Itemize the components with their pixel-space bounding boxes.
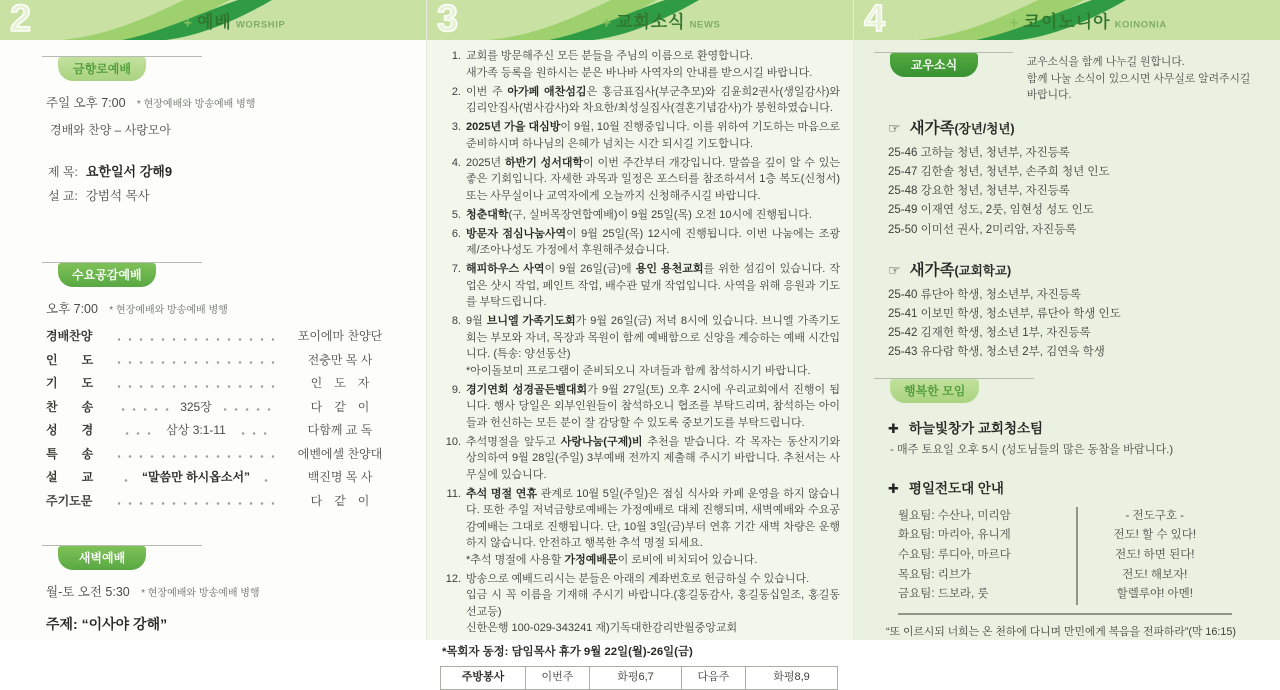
page-title-ko: 교회소식 <box>615 12 686 32</box>
section-member-news <box>874 52 1013 77</box>
newfamily-entry: 25-50 이미선 권사, 2미리암, 자진등록 <box>888 223 1077 236</box>
news-item-text: 9월 브니엘 가족기도회가 9월 26일(금) 저녁 8시에 있습니다. 브니엘 가족기도회는 부모와 자녀, 목장과 목원이 함께 예배함으로 신앙을 계승하는 예배 시간입니다. (특송: 양선동산) *아이돌보미 프로그램이 준비되오니 자녀들과 함께 참석하시기 바랍니다. <box>466 315 840 377</box>
dotted-leader <box>118 502 274 505</box>
newfamily-entry: 25-43 유다람 학생, 청소년 2부, 김연욱 학생 <box>888 345 1105 358</box>
slogan-line: 할렐루야! 아멘! <box>1116 588 1193 601</box>
order-label: 설 교 <box>46 470 94 485</box>
news-item-text: 추석명절을 앞두고 사랑나눔(구제)비 추천을 받습니다. 각 목자는 동산지기와 상의하여 9월 28일(주일) 3부예배 전까지 제출해 주시기 바랍니다. 추천서는 사무실에 있습니다. <box>466 435 840 481</box>
dotted-leader <box>118 479 134 482</box>
sermon-title: 요한일서 강해9 <box>85 164 173 179</box>
news-item-number: 6. <box>451 227 461 240</box>
page-worship <box>0 0 426 640</box>
newfamily-entry: 25-40 류단아 학생, 청소년부, 자진등록 <box>888 288 1081 301</box>
section-geumhyangno <box>42 56 202 81</box>
order-value: 인 도 자 <box>310 376 370 391</box>
pointing-hand-icon: ☞ <box>888 261 901 278</box>
news-item-text: 방송으로 예배드리시는 분들은 아래의 계좌번호로 헌금하실 수 있습니다. 입금 시 꼭 이름을 기재해 주시기 바랍니다.(홍길동감사, 홍길동십일조, 홍길동선교등) 신한은행 100-029-343241 재)기독대한감리반월중앙교회 <box>466 572 840 634</box>
page-title <box>183 8 285 33</box>
service-time-line <box>46 93 400 111</box>
news-item <box>440 84 840 117</box>
order-label: 기 도 <box>46 376 94 391</box>
sermon-title-row <box>48 160 400 185</box>
news-item <box>440 486 840 569</box>
order-center: 삼상 3:1-11 <box>166 423 226 438</box>
service-time: 주일 오후 7:00 <box>46 96 126 110</box>
plus-icon: + <box>602 14 611 32</box>
page-title-en: KOINONIA <box>1114 19 1167 31</box>
order-label: 특 송 <box>46 446 94 461</box>
page4-header <box>854 0 1280 40</box>
order-label: 인 도 <box>46 352 94 367</box>
newfamily-subtitle: (장년/청년) <box>954 122 1015 137</box>
duty-label: 주방봉사 <box>461 671 505 684</box>
sermon-info <box>48 160 400 208</box>
news-item <box>440 434 840 484</box>
news-item-text: 방문자 점심나눔사역이 9월 25일(목) 12시에 진행됩니다. 이번 나눔에는 조광제/조아나성도 가정에서 후원해주셨습니다. <box>466 227 840 256</box>
worship-order-row <box>46 351 398 375</box>
pastor-note: *목회자 동정: 담임목사 휴가 9월 22일(월)-26일(금) <box>442 645 693 658</box>
slogan-line: 전도! 해보자! <box>1122 568 1188 581</box>
page-title-en: WORSHIP <box>235 19 286 31</box>
order-label: 성 경 <box>46 423 94 438</box>
preacher-name: 강범석 목사 <box>85 188 150 203</box>
dawn-time-line <box>46 582 400 600</box>
news-item-number: 5. <box>451 208 461 221</box>
section-tab-geumhyangno: 금향로예배 <box>58 57 146 81</box>
dotted-leader <box>220 408 274 411</box>
page-title <box>602 8 720 33</box>
order-label: 주기도문 <box>46 493 93 508</box>
page-title <box>1010 8 1167 33</box>
cleaning-team-header <box>888 417 1262 437</box>
evangelism-teams <box>898 507 1078 605</box>
duty-next-week-value: 화평8,9 <box>745 667 837 689</box>
sermon-title-label: 제 목: <box>48 165 78 179</box>
page-title-en: NEWS <box>689 19 721 31</box>
page-koinonia <box>854 0 1280 640</box>
section-happy-meetings <box>874 378 1034 403</box>
page2-header <box>0 0 426 40</box>
news-item-number: 12. <box>445 572 461 585</box>
news-item-text: 청춘대학(구, 실버목장연합예배)이 9월 25일(목) 오전 10시에 진행됩니다. <box>466 208 812 221</box>
dotted-leader <box>118 385 274 388</box>
news-item-number: 7. <box>451 263 461 275</box>
newfamily-entry: 25-47 김한솔 청년, 청년부, 손주희 청년 인도 <box>888 166 1110 179</box>
section-tab-wednesday: 수요공감예배 <box>58 263 156 287</box>
newfamily-title: 새가족 <box>909 120 955 138</box>
worship-order-row <box>46 492 398 516</box>
dotted-leader <box>118 338 274 341</box>
praise-line: 경배와 찬양 – 사랑모아 <box>50 123 172 137</box>
pointing-hand-icon: ☞ <box>888 120 901 137</box>
slogan-title: - 전도구호 - <box>1125 509 1185 522</box>
worship-order <box>46 327 398 515</box>
dotted-leader <box>118 361 274 364</box>
cleaning-team-schedule: - 매주 토요일 오후 5시 (성도님들의 많은 동참을 바랍니다.) <box>890 443 1174 456</box>
evangelism-title: 평일전도대 안내 <box>908 480 1004 496</box>
newfamily-entry: 25-48 강요한 청년, 청년부, 자진등록 <box>888 185 1070 198</box>
evangelism-slogans <box>1078 507 1232 605</box>
news-list <box>440 48 840 637</box>
member-news-intro <box>1027 52 1262 104</box>
news-item-text: 경기연회 성경골든벨대회가 9월 27일(토) 오후 2시에 우리교회에서 진행이 됩니다. 행사 당일은 외부인원들이 참석하오니 협조를 부탁드리며, 참석하는 아이들과 헌신하는 모든 분이 잘 감당할 수 있도록 중보기도를 부탁드립니다. <box>466 383 840 429</box>
news-item <box>440 48 840 81</box>
dotted-leader <box>258 479 274 482</box>
intro-line: 교우소식을 함께 나누길 원합니다. <box>1026 56 1185 68</box>
news-item-text: 2025년 하반기 성서대학이 이번 주간부터 개강입니다. 말씀을 깊이 알 수 있는 좋은 기회입니다. 자세한 과목과 일정은 포스터를 참조하셔서 1층 복도(신청서) 또는 사무실이나 교역자에게 오늘까지 신청해주시길 바랍니다. <box>466 156 840 202</box>
team-line: 금요팀: 드보라, 룻 <box>898 588 989 601</box>
news-item <box>440 155 840 205</box>
order-center: “말씀만 하시옵소서” <box>141 470 251 485</box>
page-title-ko: 코이노니아 <box>1023 12 1111 32</box>
order-value: 포이에마 찬양단 <box>297 329 383 344</box>
page2-content <box>0 40 426 634</box>
team-line: 목요팀: 리브가 <box>898 568 972 581</box>
wednesday-note: * 현장예배와 방송예배 병행 <box>109 305 228 317</box>
page3-content <box>427 40 853 684</box>
news-item <box>440 207 840 224</box>
newfamily-entry: 25-49 이재연 성도, 2룻, 임현성 성도 인도 <box>888 204 1094 217</box>
newfamily-school-list <box>888 286 1262 362</box>
dawn-theme: 주제: “이사야 강해” <box>46 616 168 633</box>
order-value: 전충만 목 사 <box>307 352 373 367</box>
worship-order-row <box>46 421 398 445</box>
worship-order-row <box>46 398 398 422</box>
newfamily-adult-header <box>888 116 1262 138</box>
order-value: 백진명 목 사 <box>307 470 373 485</box>
slogan-line: 전도! 하면 된다! <box>1115 549 1195 561</box>
dotted-leader <box>118 432 158 435</box>
kitchen-duty-table <box>440 666 838 690</box>
news-item-text: 추석 명절 연휴 관계로 10월 5일(주일)은 점심 식사와 카페 운영을 하지 않습니다. 또한 주일 저녁금향로예배는 가정예배로 대체 진행되며, 새벽예배와 수요공감예배는 그대로 진행됩니다. 단, 10월 3일(금)부터 연휴 기간 새벽 차량은 운행하지 않습니다. 안전하고 행복한 추석 명절 되세요. *추석 명절에 사용할 가정예배문이 로비에 비치되어 있습니다. <box>466 487 840 566</box>
news-item <box>440 571 840 637</box>
dotted-leader <box>118 455 274 458</box>
section-tab-dawn: 새벽예배 <box>58 546 146 570</box>
preacher-label: 설 교: <box>48 188 78 203</box>
page-number: 4 <box>864 0 886 40</box>
plus-icon: + <box>183 14 192 32</box>
intro-line: 함께 나눌 소식이 있으시면 사무실로 알려주시길 바랍니다. <box>1026 72 1251 102</box>
order-value: 다 같 이 <box>310 399 370 414</box>
newfamily-entry: 25-41 이보민 학생, 청소년부, 류단아 학생 인도 <box>888 307 1121 320</box>
news-item-text: 교회를 방문해주신 모든 분들을 주님의 이름으로 환영합니다. 새가족 등록을 원하시는 분은 바나바 사역자의 안내를 받으시길 바랍니다. <box>466 50 813 79</box>
slogan-line: 전도! 할 수 있다! <box>1113 529 1197 542</box>
order-value: 에벤에셀 찬양대 <box>297 446 383 461</box>
news-item <box>440 261 840 311</box>
newfamily-subtitle: (교회학교) <box>954 263 1012 278</box>
order-label: 경배찬양 <box>46 329 93 344</box>
service-note: * 현장예배와 방송예배 병행 <box>136 99 256 110</box>
page3-header <box>427 0 853 40</box>
worship-order-row <box>46 327 398 351</box>
section-wednesday <box>42 262 202 287</box>
page-title-ko: 예배 <box>196 12 232 32</box>
preacher-row <box>48 185 400 209</box>
dawn-time: 월-토 오전 5:30 <box>46 585 130 600</box>
bible-verse: “또 이르시되 너희는 온 천하에 다니며 만민에게 복음을 전파하라”(막 16:15) <box>886 625 1236 638</box>
duty-this-week-label: 이번주 <box>525 667 589 689</box>
page-number: 2 <box>10 0 32 40</box>
news-item-number: 11. <box>446 487 461 500</box>
order-value: 다함께 교 독 <box>307 423 373 438</box>
member-news-header <box>854 52 1262 104</box>
order-label: 찬 송 <box>46 399 94 414</box>
news-item-number: 8. <box>451 315 461 327</box>
section-tab-happy-meetings: 행복한 모임 <box>890 379 979 403</box>
news-item <box>440 119 840 152</box>
page4-content <box>854 40 1280 639</box>
worship-order-row <box>46 445 398 469</box>
dotted-leader <box>118 408 172 411</box>
page-news <box>426 0 854 684</box>
news-item <box>440 382 840 432</box>
news-item <box>440 226 840 259</box>
plus-icon: + <box>1009 14 1019 32</box>
cross-icon: ✚ <box>888 480 899 496</box>
newfamily-adult-list <box>888 144 1262 239</box>
evangelism-schedule <box>898 507 1232 615</box>
news-item-text: 이번 주 아가페 애찬섬김은 홍금표집사(부군추모)와 김윤희2권사(생일감사)와 김리안집사(범사감사)와 차요한/최성실집사(결혼기념감사)가 봉헌하였습니다. <box>466 85 840 114</box>
news-item-text: 해피하우스 사역이 9월 26일(금)에 용인 용천교회를 위한 섬김이 있습니다. 작업은 샷시 작업, 페인트 작업, 배수관 덮개 작업입니다. 사역을 위해 응원과 기도를 부탁드립니다. <box>466 263 841 308</box>
newfamily-school-header <box>888 258 1262 280</box>
section-tab-member-news: 교우소식 <box>890 53 978 77</box>
news-item-number: 3. <box>451 121 461 133</box>
evangelism-header <box>888 477 1262 497</box>
news-item-number: 9. <box>451 383 461 396</box>
duty-next-week-label: 다음주 <box>681 667 745 689</box>
news-item-number: 4. <box>451 156 461 169</box>
news-item <box>440 313 840 379</box>
duty-this-week-value: 화평6,7 <box>589 667 681 689</box>
news-item-number: 10. <box>445 435 461 448</box>
team-line: 월요팀: 수산나, 미리암 <box>898 509 1011 522</box>
page-number: 3 <box>437 0 459 40</box>
cross-icon: ✚ <box>888 420 899 436</box>
newfamily-entry: 25-46 고하늘 청년, 청년부, 자진등록 <box>888 147 1070 160</box>
dotted-leader <box>234 432 274 435</box>
worship-order-row <box>46 374 398 398</box>
wednesday-time: 오후 7:00 <box>46 302 98 317</box>
news-item-number: 2. <box>451 85 461 98</box>
newfamily-entry: 25-42 김재헌 학생, 청소년 1부, 자진등록 <box>888 326 1091 339</box>
order-center: 325장 <box>180 399 212 414</box>
news-item-number: 1. <box>451 50 461 62</box>
dawn-note: * 현장예배와 방송예배 병행 <box>141 588 260 600</box>
order-value: 다 같 이 <box>310 493 370 508</box>
newfamily-title: 새가족 <box>909 261 955 279</box>
news-item-text: 2025년 가을 대심방이 9월, 10월 진행중입니다. 이를 위하여 기도하는 마음으로 준비하시며 하나님의 은혜가 넘치는 시간 되시길 기도합니다. <box>466 121 840 150</box>
worship-order-row <box>46 468 398 492</box>
team-line: 수요팀: 루디아, 마르다 <box>898 549 1011 561</box>
team-line: 화요팀: 마리아, 유니게 <box>898 529 1011 542</box>
wednesday-time-line <box>46 299 400 317</box>
cleaning-team-title: 하늘빛창가 교회청소팀 <box>908 420 1044 436</box>
section-dawn <box>42 545 202 570</box>
